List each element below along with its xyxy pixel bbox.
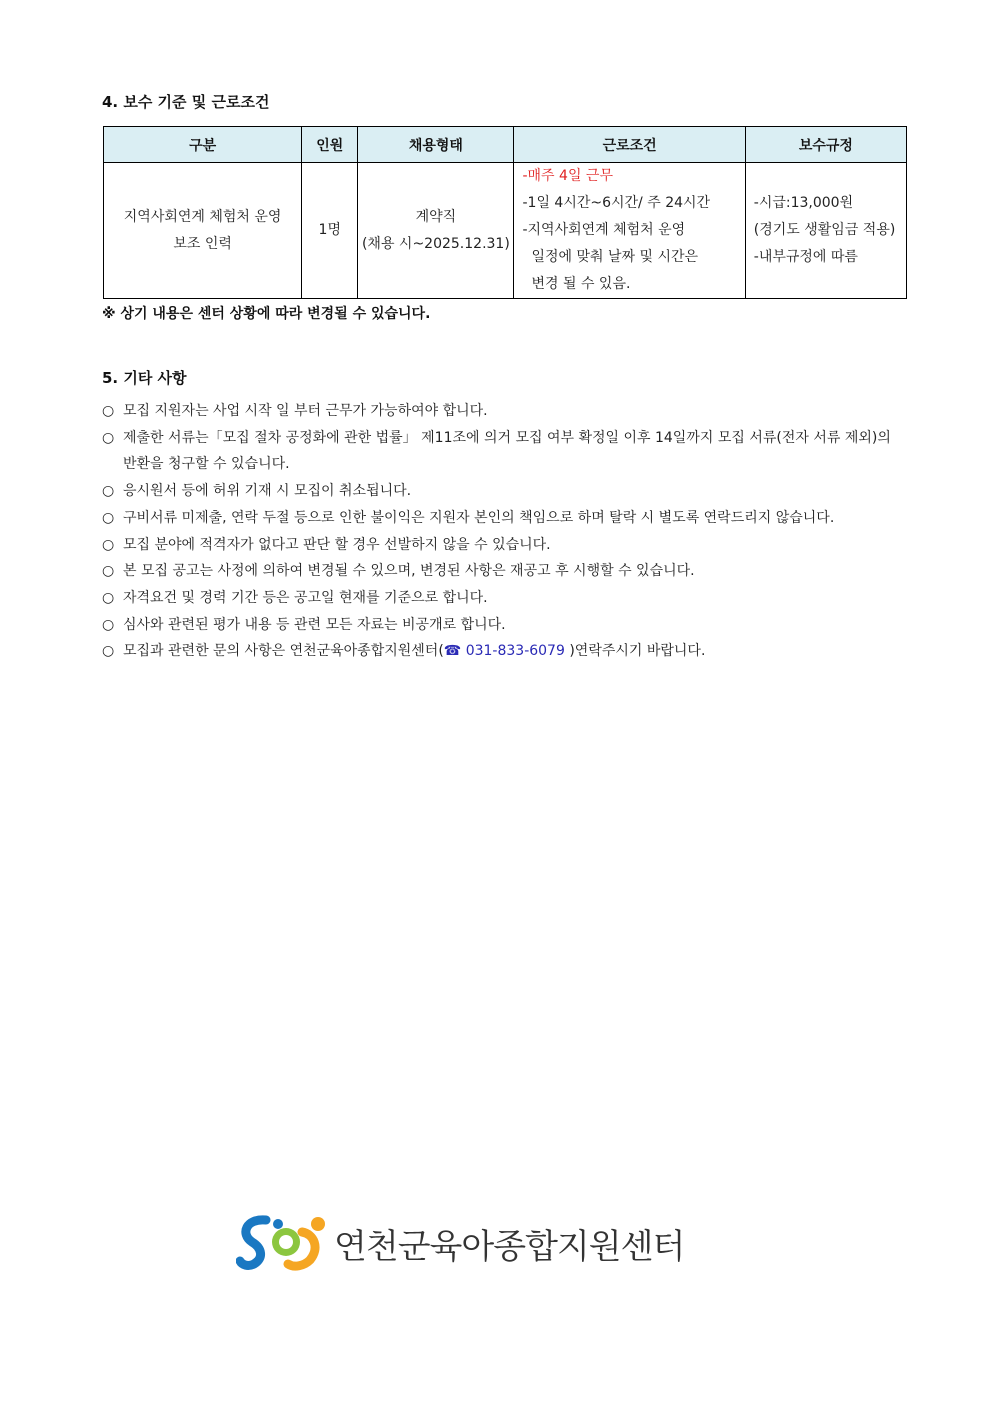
circle-bullet-icon: ○ bbox=[102, 403, 115, 419]
conditions-highlight: -매주 4일 근무 bbox=[522, 168, 613, 184]
conditions-line: 변경 될 수 있음. bbox=[531, 276, 631, 292]
pay-line: -시급:13,000원 bbox=[753, 195, 854, 211]
list-item bbox=[102, 532, 908, 559]
header-conditions: 근로조건 bbox=[514, 127, 745, 163]
conditions-cell bbox=[514, 163, 745, 299]
footer-logo bbox=[236, 1212, 706, 1274]
list-item-text: 제출한 서류는「모집 절차 공정화에 관한 법률」 제11조에 의거 모집 여부 확정일 이후 14일까지 모집 서류(전자 서류 제외)의 반환을 청구할 수 있습니다. bbox=[123, 429, 891, 473]
list-item-text: 응시원서 등에 허위 기재 시 모집이 취소됩니다. bbox=[123, 483, 412, 500]
employment-cell bbox=[358, 163, 514, 299]
list-item bbox=[102, 612, 908, 639]
list-item-text: 심사와 관련된 평가 내용 등 관련 모든 자료는 비공개로 합니다. bbox=[123, 616, 506, 633]
conditions-line: -지역사회연계 체험처 운영 bbox=[522, 222, 686, 238]
table-header-row bbox=[104, 127, 907, 163]
header-category: 구분 bbox=[104, 127, 302, 163]
employment-line: (채용 시~2025.12.31) bbox=[361, 235, 510, 252]
center-logo-icon bbox=[236, 1212, 332, 1274]
list-item bbox=[102, 585, 908, 612]
contact-item bbox=[102, 638, 908, 665]
circle-bullet-icon: ○ bbox=[102, 589, 115, 606]
circle-bullet-icon: ○ bbox=[102, 643, 115, 660]
header-headcount: 인원 bbox=[302, 127, 358, 163]
pay-rule-cell bbox=[745, 163, 906, 299]
list-item bbox=[102, 558, 908, 585]
contact-suffix: )연락주시기 바랍니다. bbox=[569, 643, 706, 660]
circle-bullet-icon: ○ bbox=[102, 563, 115, 580]
category-line: 지역사회연계 체험처 운영 bbox=[123, 208, 282, 225]
headcount-cell: 1명 bbox=[302, 163, 358, 299]
circle-bullet-icon: ○ bbox=[102, 429, 115, 446]
category-line: 보조 인력 bbox=[173, 235, 232, 252]
list-item bbox=[102, 425, 908, 478]
section-5-title: 5. 기타 사항 bbox=[102, 369, 187, 387]
circle-bullet-icon: ○ bbox=[102, 483, 115, 500]
list-item-text: 모집 분야에 적격자가 없다고 판단 할 경우 선발하지 않을 수 있습니다. bbox=[123, 536, 551, 553]
employment-line: 계약직 bbox=[415, 208, 457, 225]
category-cell bbox=[104, 163, 302, 299]
list-item-text: 자격요건 및 경력 기간 등은 공고일 현재를 기준으로 합니다. bbox=[123, 589, 488, 606]
list-item bbox=[102, 478, 908, 505]
pay-line: -내부규정에 따름 bbox=[753, 249, 858, 265]
org-name: 연천군육아종합지원센터 bbox=[334, 1226, 685, 1267]
pay-conditions-table bbox=[103, 126, 907, 299]
circle-bullet-icon: ○ bbox=[102, 509, 115, 526]
conditions-line: -1일 4시간~6시간/ 주 24시간 bbox=[522, 195, 711, 211]
table-row bbox=[104, 163, 907, 299]
section-4-title: 4. 보수 기준 및 근로조건 bbox=[102, 93, 270, 111]
list-item bbox=[102, 398, 908, 425]
phone-icon: ☎ bbox=[443, 643, 462, 660]
phone-number: 031-833-6079 bbox=[461, 643, 570, 660]
header-employment-type: 채용형태 bbox=[358, 127, 514, 163]
other-items-list bbox=[102, 398, 908, 665]
pay-line: (경기도 생활임금 적용) bbox=[753, 222, 896, 238]
list-item-text: 본 모집 공고는 사정에 의하여 변경될 수 있으며, 변경된 사항은 재공고 후 시행할 수 있습니다. bbox=[123, 563, 695, 580]
list-item-text: 모집 지원자는 사업 시작 일 부터 근무가 가능하여야 합니다. bbox=[123, 403, 488, 419]
circle-bullet-icon: ○ bbox=[102, 536, 115, 553]
contact-prefix: 모집과 관련한 문의 사항은 연천군육아종합지원센터( bbox=[123, 643, 444, 660]
conditions-line: 일정에 맞춰 날짜 및 시간은 bbox=[531, 249, 699, 265]
list-item bbox=[102, 505, 908, 532]
header-pay-rule: 보수규정 bbox=[745, 127, 906, 163]
list-item-text: 구비서류 미제출, 연락 두절 등으로 인한 불이익은 지원자 본인의 책임으로 하며 탈락 시 별도록 연락드리지 않습니다. bbox=[123, 509, 835, 526]
change-notice: ※ 상기 내용은 센터 상황에 따라 변경될 수 있습니다. bbox=[102, 306, 431, 322]
circle-bullet-icon: ○ bbox=[102, 616, 115, 633]
